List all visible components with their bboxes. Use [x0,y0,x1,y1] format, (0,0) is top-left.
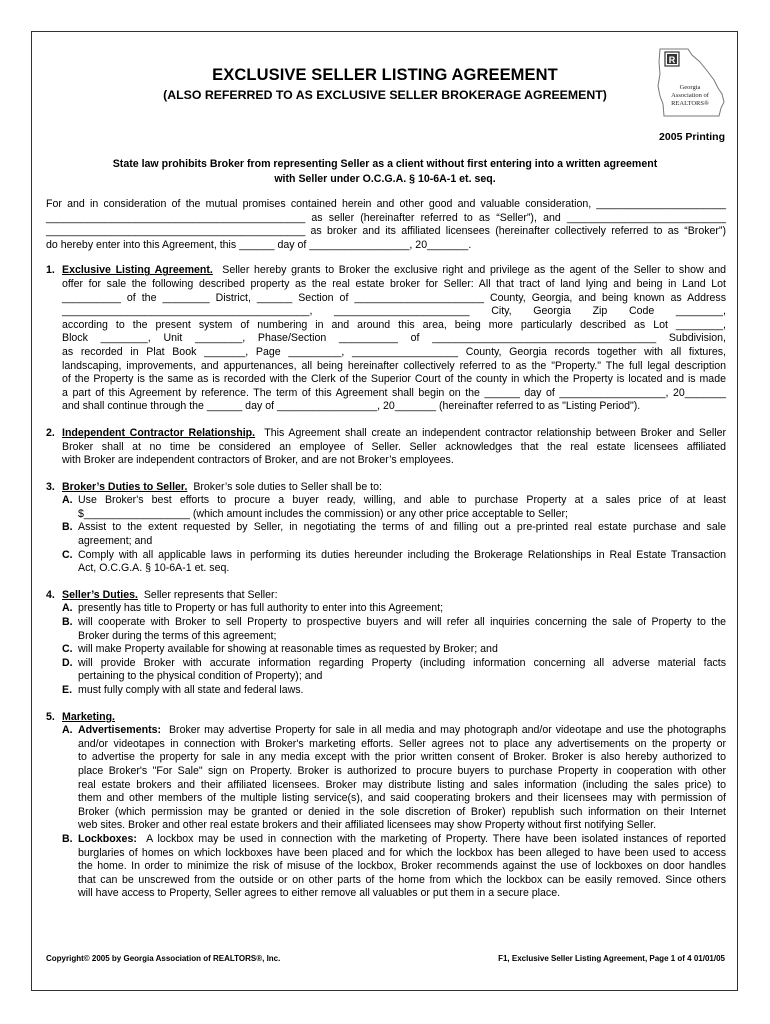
section-marketing [46,711,726,901]
document-subtitle: (ALSO REFERRED TO AS EXCLUSIVE SELLER BROKERAGE AGREEMENT) [163,88,607,102]
item-letter: A. [62,724,73,737]
list-item [62,494,726,521]
item-line: the home. In order to minimize the risk of misuse of the lockbox, Broker recommends against the use of lockboxes on door handles [78,860,726,873]
item-line: will provide Broker with accurate information regarding Property (including information concerning all adverse material facts [78,656,726,669]
agreement-body [46,198,726,901]
item-letter: D. [62,656,73,669]
item-letter: A. [62,494,73,507]
item-letter: E. [62,684,73,696]
item-line: to advertise the property for sale in any media except with the prior written consent of Broker. Broker is also hereby authorized to [78,751,726,764]
section-number: 3. [46,480,55,493]
item-line: must fully comply with all state and federal laws. [78,684,304,696]
section-text: Seller hereby grants to Broker the exclusive right and privilege as the agent of the Seller to show and [222,264,726,277]
item-letter: B. [62,616,73,629]
section-independent-contractor [46,427,726,468]
item-line: will cooperate with Broker to sell Property to prospective buyers and will refer all inquiries concerning the sale of Property to the [78,616,726,629]
footer-page-info: F1, Exclusive Seller Listing Agreement, Page 1 of 4 01/01/05 [498,954,725,963]
section-heading: Marketing. [62,710,115,723]
item-heading: Advertisements: [78,724,162,737]
section-heading: Independent Contractor Relationship. [62,426,256,439]
item-line: $__________________ (which amount includes the commission) or any other price acceptable to Seller; [78,507,568,520]
state-law-notice [60,157,710,187]
section-line: and shall continue through the ______ day of _________________, 20_______ (hereinafter referred to as "Listing Period"). [62,400,641,413]
section-line: Broker shall at no time be considered an employee of Seller. Seller acknowledges that the real estate licensees affiliated [62,440,726,453]
list-item [62,833,726,901]
item-line: Assist to the extent requested by Seller, in negotiating the terms of and filling out a pre-printed real estate purchase and sale [78,521,726,534]
section-line: a part of this Agreement by reference. The term of this Agreement shall begin on the ______ day of __________________, 20_______ [62,386,726,399]
printing-year: 2005 Printing [659,131,725,143]
list-item [62,521,726,548]
section-line: according to the present system of numbering in and around this area, being more particularly described as Lot ________, [62,318,726,331]
section-line: __________ of the ________ District, ______ Section of ______________________ County, Georgia, and being known as Address [62,291,726,304]
item-line: Broker (which permission may be granted or denied in the sole discretion of Broker) republish such information on their Internet [78,805,726,818]
intro-line: do hereby enter into this Agreement, this ______ day of _________________, 20_______. [46,238,472,251]
section-line: Block ________, Unit ________, Phase/Section __________ of ______________________________________ Subdivision, [62,332,726,345]
item-line: Use Broker's best efforts to procure a buyer ready, willing, and able to purchase Property at a sales price of at least [78,494,726,507]
item-line: Act, O.C.G.A. § 10-6A-1 et. seq. [78,562,230,575]
intro-paragraph [46,198,726,252]
item-line: will have access to Property, Seller agrees to either remove all valuables or put them in a secure place. [78,887,561,900]
footer-copyright: Copyright© 2005 by Georgia Association of REALTORS®, Inc. [46,954,281,963]
item-line: that can be unscrewed from the outside or on other parts of the home from which the lockbox can be easily removed. Since others [78,873,726,886]
item-line: real estate brokers and their affiliated licensees. Broker may distribute listing and sales information (including the sales price) to [78,778,726,791]
intro-line: ____________________________________________ as seller (hereinafter referred to as “Seller”), and ___________________________ [46,211,726,224]
section-heading: Exclusive Listing Agreement. [62,264,213,277]
section-line: of the Property is the same as is recorded with the Clerk of the Superior Court of the county in which the Property is located and is made [62,373,726,386]
list-item [62,549,726,576]
list-item [62,616,726,643]
item-line: them and other members of the multiple listing service(s), and said cooperating brokers and their licensees may with permission of [78,792,726,805]
item-line: and/or videotapes in connection with Broker's marketing efforts. Seller agrees not to place any advertisements on the property or [78,737,726,750]
item-text: Broker may advertise Property for sale in all media and may photograph and/or videotape and use the photographs [168,724,726,737]
item-line: pertaining to the physical condition of Property); and [78,670,323,683]
section-line: offer for sale the following described property as the real estate broker for Seller: All that tract of land lying and being in Land Lot [62,277,726,290]
section-text: Broker’s sole duties to Seller shall be to: [193,480,382,493]
section-number: 4. [46,588,55,601]
item-line: Broker during the terms of this agreement; [78,629,277,642]
item-letter: B. [62,832,73,845]
section-line: __________________________________________, _______________________ City, Georgia Zip Code ________, [62,305,726,318]
section-exclusive-listing [46,264,726,414]
item-letter: C. [62,643,73,656]
list-item [62,657,726,684]
state-law-line: State law prohibits Broker from representing Seller as a client without first entering into a written agreement [112,158,658,170]
item-text: A lockbox may be used in connection with the marketing of Property. There have been isolated instances of reported [146,832,727,845]
section-number: 5. [46,710,55,723]
list-item [62,602,726,616]
item-heading: Lockboxes: [78,832,137,845]
item-line: web sites. Broker and other real estate brokers and their affiliated licensees may show Property without first notifying Seller. [78,819,657,832]
item-line: will make Property available for showing at reasonable times as requested by Broker; and [78,643,498,656]
section-heading: Seller’s Duties. [62,588,138,601]
logo-caption-line: REALTORS® [671,100,709,107]
item-line: burglaries of homes on which lockboxes have been placed and for which the lockbox has been alleged to have been used to access [78,846,726,859]
item-letter: B. [62,521,73,534]
section-seller-duties [46,589,726,698]
list-item [62,724,726,833]
item-line: Comply with all applicable laws in performing its duties hereunder including the Brokerage Relationships in Real Estate Transaction [78,548,726,561]
realtor-mark-letter: R [668,55,676,65]
section-line: landscaping, improvements, and appurtenances, all being hereinafter collectively referred to as the "Property." The full legal description [62,359,726,372]
item-letter: A. [62,602,73,615]
section-broker-duties [46,481,726,576]
section-number: 2. [46,426,55,439]
section-heading: Broker’s Duties to Seller. [62,480,188,493]
item-line: agreement; and [78,535,153,548]
intro-line: For and in consideration of the mutual promises contained herein and other good and valuable consideration, ______________________ [46,198,726,210]
logo-caption-line: Georgia [679,84,701,91]
item-line: place Broker's "For Sale" sign on Property. Broker is authorized to procure buyers to purchase Property in cooperation with other [78,764,726,777]
section-text: This Agreement shall create an independent contractor relationship between Broker and Seller [264,426,726,439]
section-text: Seller represents that Seller: [143,588,278,601]
document-title: EXCLUSIVE SELLER LISTING AGREEMENT [212,66,558,84]
intro-line: ____________________________________________ as broker and its affiliated licensees (hereinafter collectively referred to as “Broker”) [46,225,726,238]
logo-caption-line: Association of [671,92,709,99]
section-line: as recorded in Plat Book _______, Page _________, __________________ County, Georgia records together with all fixtures, [62,345,726,358]
state-law-line: with Seller under O.C.G.A. § 10-6A-1 et. seq. [274,173,496,185]
list-item [62,643,726,657]
list-item [62,684,726,698]
item-line: presently has title to Property or has full authority to enter into this Agreement; [78,602,444,615]
section-number: 1. [46,264,55,277]
section-line: with Broker are independent contractors of Broker, and are not Broker’s employees. [62,454,454,467]
item-letter: C. [62,548,73,561]
